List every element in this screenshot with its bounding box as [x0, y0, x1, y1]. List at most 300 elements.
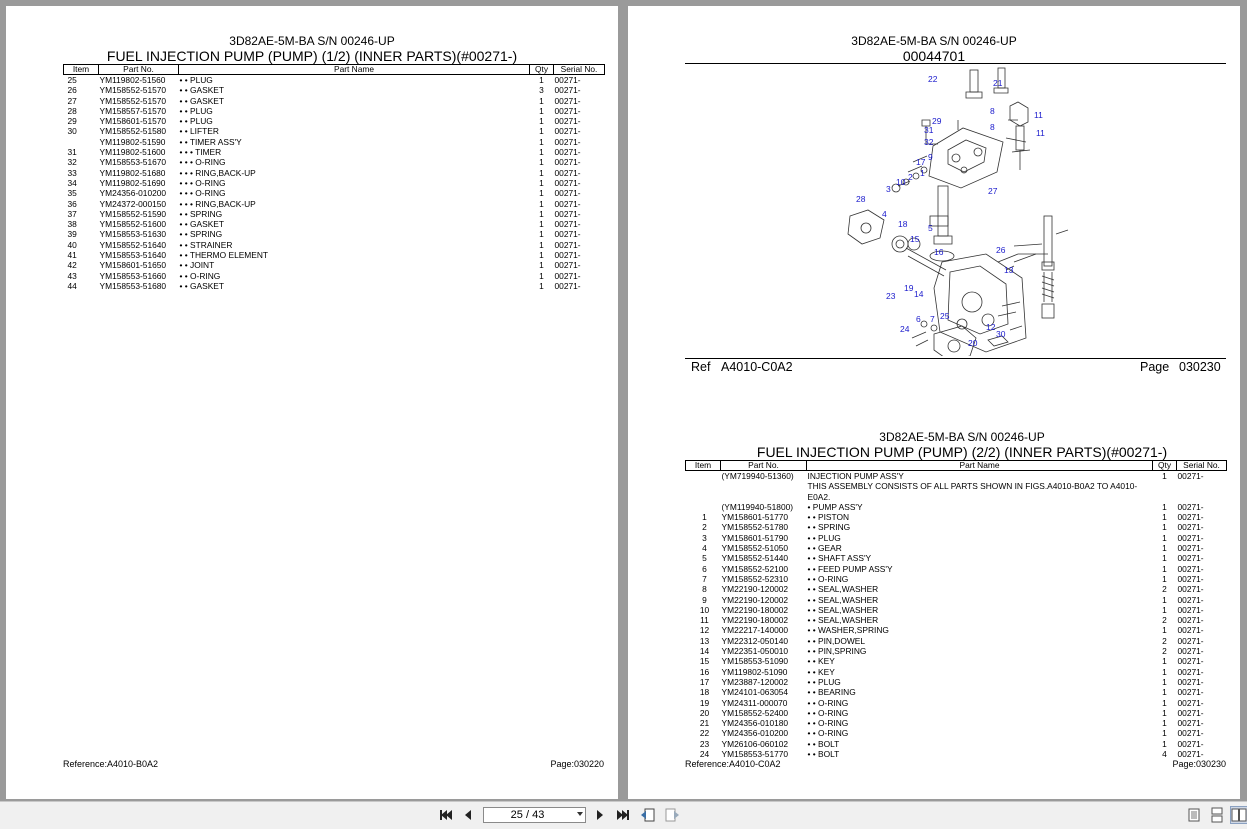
serial-number: 00271- [1177, 573, 1204, 584]
table-row [64, 188, 605, 198]
serial-number: 00271- [554, 75, 581, 85]
item-number: 12 [699, 625, 710, 636]
part-number: YM158553-51660 [99, 270, 167, 281]
serial-number: 00271- [554, 250, 581, 261]
continuous-view-icon[interactable] [1209, 807, 1225, 823]
serial-number: 00271- [554, 198, 581, 209]
serial-number: 00271- [1177, 543, 1204, 554]
quantity: 2 [1162, 635, 1167, 646]
table-row [64, 178, 605, 188]
part-name: • • BOLT [807, 749, 840, 760]
col-qty: Qty [1153, 461, 1177, 471]
table-row [686, 677, 1227, 687]
serial-number: 00271- [1177, 553, 1204, 564]
part-number: YM158552-52100 [721, 563, 789, 574]
part-number: YM158552-51590 [99, 208, 167, 219]
serial-number: 00271- [554, 188, 581, 199]
table-row [64, 219, 605, 229]
part-number: YM119802-51680 [99, 167, 166, 178]
table-row [64, 116, 605, 126]
part-number: YM158552-51440 [721, 553, 789, 564]
table-row [64, 126, 605, 136]
part-name: • • JOINT [179, 260, 215, 271]
serial-number: 00271- [1177, 697, 1204, 708]
next-page-icon[interactable] [592, 807, 608, 823]
serial-number: 00271- [1177, 676, 1204, 687]
divider [685, 358, 1226, 359]
table-row [64, 229, 605, 239]
part-number: YM158601-51650 [99, 260, 167, 271]
part-name: • • FEED PUMP ASS'Y [807, 563, 893, 574]
table-row [686, 543, 1227, 553]
serial-number: 00271- [554, 270, 581, 281]
page-title-2: FUEL INJECTION PUMP (PUMP) (2/2) (INNER PARTS)(#00271-) [756, 444, 1168, 460]
quantity: 1 [1162, 543, 1167, 554]
item-number: 6 [702, 563, 707, 574]
footer-page: Page:030230 [1172, 759, 1226, 769]
part-name: • • SPRING [179, 229, 223, 240]
footer-reference: Reference:A4010-B0A2 [63, 759, 159, 769]
item-number: 35 [67, 188, 77, 199]
part-name: • • O-RING [807, 718, 849, 729]
serial-number: 00271- [554, 229, 581, 240]
part-number: YM22190-120002 [721, 584, 789, 595]
part-name: • • STRAINER [179, 239, 233, 250]
part-number: YM24356-010180 [721, 718, 789, 729]
quantity: 2 [1162, 615, 1167, 626]
quantity: 1 [539, 126, 544, 137]
footer-reference: Reference:A4010-C0A2 [685, 759, 781, 769]
serial-number: 00271- [1177, 594, 1204, 605]
quantity: 1 [1162, 512, 1167, 523]
quantity: 1 [1162, 625, 1167, 636]
quantity: 1 [1162, 471, 1167, 481]
part-number: YM119802-51590 [99, 136, 166, 147]
table-row [686, 656, 1227, 666]
svg-text:1: 1 [920, 168, 925, 178]
table-row [686, 605, 1227, 615]
svg-text:20: 20 [968, 338, 978, 348]
exploded-parts-diagram [838, 66, 1088, 356]
item-number: 38 [67, 219, 77, 230]
serial-number: 00271- [1177, 718, 1204, 729]
svg-text:23: 23 [886, 291, 896, 301]
svg-text:27: 27 [988, 186, 998, 196]
quantity: 1 [539, 105, 544, 116]
serial-number: 00271- [1177, 584, 1204, 595]
quantity: 2 [1162, 584, 1167, 595]
item-number: 33 [67, 167, 77, 178]
item-number: 43 [67, 270, 77, 281]
two-page-view-icon[interactable] [1231, 807, 1247, 823]
quantity: 1 [539, 250, 544, 261]
item-number: 19 [699, 697, 710, 708]
part-number: YM158601-51770 [721, 512, 789, 523]
col-part-no: Part No. [721, 461, 807, 471]
table-row [64, 96, 605, 106]
table-row [64, 250, 605, 260]
part-name: • • PLUG [179, 75, 213, 85]
serial-number: 00271- [1177, 512, 1204, 523]
part-number: YM119802-51090 [721, 666, 788, 677]
item-number: 20 [699, 707, 710, 718]
svg-text:6: 6 [916, 314, 921, 324]
serial-number: 00271- [554, 136, 581, 147]
quantity: 1 [1162, 522, 1167, 533]
quantity: 1 [1162, 687, 1167, 698]
item-number [686, 502, 721, 512]
quantity: 1 [539, 239, 544, 250]
part-number: YM119802-51690 [99, 177, 166, 188]
svg-text:28: 28 [856, 194, 866, 204]
part-number: YM158552-52400 [721, 707, 789, 718]
table-row [686, 595, 1227, 605]
table-row [686, 646, 1227, 656]
quantity: 1 [539, 147, 544, 158]
part-number: YM22217-140000 [721, 625, 789, 636]
part-number: YM24372-000150 [99, 198, 167, 209]
part-number: YM158552-51570 [99, 85, 167, 96]
svg-text:32: 32 [924, 137, 934, 147]
item-number: 10 [699, 604, 710, 615]
serial-number: 00271- [554, 167, 581, 178]
serial-number: 00271- [554, 219, 581, 230]
quantity: 1 [1162, 728, 1167, 739]
quantity: 2 [1162, 646, 1167, 657]
part-number: YM24101-063054 [721, 687, 789, 698]
table-row [686, 708, 1227, 718]
part-name: • • LIFTER [179, 126, 219, 137]
page-indicator: 25 / 43 [510, 809, 545, 821]
svg-text:4: 4 [882, 209, 887, 219]
quantity: 1 [539, 136, 544, 147]
table-row [64, 137, 605, 147]
table-row [686, 636, 1227, 646]
part-number: YM158552-51570 [99, 95, 167, 106]
page-title: FUEL INJECTION PUMP (PUMP) (1/2) (INNER PARTS)(#00271-) [106, 48, 518, 64]
quantity: 1 [1162, 594, 1167, 605]
svg-text:31: 31 [924, 125, 934, 135]
right-page [628, 6, 1240, 799]
quantity: 1 [1162, 656, 1167, 667]
part-name: INJECTION PUMP ASS'Y [807, 471, 904, 481]
viewer-toolbar [0, 801, 1247, 829]
table-row [64, 271, 605, 281]
svg-text:12: 12 [986, 322, 996, 332]
part-number: YM158552-52310 [721, 573, 789, 584]
serial-number: 00271- [1177, 604, 1204, 615]
part-name: • • SEAL,WASHER [807, 615, 879, 626]
part-number: YM158557-51570 [99, 105, 167, 116]
diagram-number: 00044701 [902, 48, 966, 64]
item-number: 30 [67, 126, 77, 137]
item-number: 32 [67, 157, 77, 168]
col-part-name: Part Name [807, 461, 1153, 471]
table-row [64, 281, 605, 291]
item-number: 2 [702, 522, 707, 533]
col-serial: Serial No. [554, 65, 605, 75]
svg-text:14: 14 [914, 289, 924, 299]
part-number: YM158553-51090 [721, 656, 789, 667]
part-number: YM158553-51640 [99, 250, 167, 261]
svg-text:3: 3 [886, 184, 891, 194]
item-number: 41 [67, 250, 77, 261]
serial-number: 00271- [554, 260, 581, 271]
part-name: • • • O-RING [179, 157, 226, 168]
part-number: YM22351-050010 [721, 646, 789, 657]
item-number: 31 [67, 147, 77, 158]
svg-text:16: 16 [934, 247, 944, 257]
model-header: 3D82AE-5M-BA S/N 00246-UP [229, 34, 395, 48]
table-row [64, 168, 605, 178]
item-number: 13 [699, 635, 710, 646]
svg-text:21: 21 [993, 78, 1003, 88]
svg-text:26: 26 [996, 245, 1006, 255]
table-row [686, 667, 1227, 677]
quantity: 1 [1162, 697, 1167, 708]
svg-text:29: 29 [932, 116, 942, 126]
part-number: YM22190-180002 [721, 615, 789, 626]
quantity: 1 [1162, 532, 1167, 543]
part-number: YM158601-51570 [99, 116, 167, 127]
part-number: YM22312-050140 [721, 635, 789, 646]
quantity: 1 [539, 188, 544, 199]
part-name: • • • O-RING [179, 188, 226, 199]
quantity: 1 [1162, 573, 1167, 584]
part-number: YM24356-010200 [99, 188, 167, 199]
serial-number: 00271- [1177, 749, 1204, 760]
item-number [686, 481, 721, 502]
quantity: 1 [539, 198, 544, 209]
quantity: 1 [1162, 666, 1167, 677]
part-number: YM24311-000070 [721, 697, 788, 708]
serial-number: 00271- [1177, 707, 1204, 718]
serial-number: 00271- [1177, 646, 1204, 657]
model-header-2: 3D82AE-5M-BA S/N 00246-UP [879, 430, 1045, 444]
part-name: • • O-RING [807, 728, 849, 739]
part-name: • • PISTON [807, 512, 850, 523]
item-number: 8 [702, 584, 707, 595]
part-number: YM158553-51680 [99, 280, 167, 291]
part-name: • • PLUG [807, 532, 841, 543]
table-row [64, 209, 605, 219]
quantity: 1 [539, 208, 544, 219]
part-name: • • SEAL,WASHER [807, 584, 879, 595]
item-number: 16 [699, 666, 710, 677]
serial-number: 00271- [1177, 687, 1204, 698]
quantity: 1 [1162, 718, 1167, 729]
page-value: 030230 [1179, 360, 1221, 374]
serial-number: 00271- [1177, 738, 1204, 749]
serial-number: 00271- [554, 116, 581, 127]
svg-text:18: 18 [898, 219, 908, 229]
serial-number: 00271- [554, 280, 581, 291]
quantity: 1 [539, 167, 544, 178]
svg-text:25: 25 [940, 311, 950, 321]
item-number: 21 [699, 718, 710, 729]
part-number: YM22190-120002 [721, 594, 789, 605]
serial-number: 00271- [554, 177, 581, 188]
part-name: • • SHAFT ASS'Y [807, 553, 872, 564]
table-row [64, 85, 605, 95]
serial-number: 00271- [1177, 615, 1204, 626]
part-number: YM158601-51790 [721, 532, 789, 543]
table-row [64, 240, 605, 250]
part-name: • • • O-RING [179, 177, 226, 188]
part-number: YM158552-51600 [99, 219, 167, 230]
item-number: 3 [702, 532, 707, 543]
table-row [64, 260, 605, 270]
serial-number: 00271- [1177, 666, 1204, 677]
table-row [686, 471, 1227, 482]
table-row [686, 553, 1227, 563]
serial-number: 00271- [554, 85, 581, 96]
quantity: 1 [1162, 501, 1167, 512]
single-page-view-icon[interactable] [1186, 807, 1202, 823]
item-number: 44 [67, 280, 77, 291]
part-name: • • PIN,DOWEL [807, 635, 866, 646]
part-name: • • BOLT [807, 738, 840, 749]
quantity: 1 [1162, 676, 1167, 687]
serial-number: 00271- [554, 208, 581, 219]
go-back-icon[interactable] [640, 807, 656, 823]
table-row [686, 574, 1227, 584]
item-number: 36 [67, 198, 77, 209]
table-row [64, 199, 605, 209]
part-number: YM158553-51670 [99, 157, 167, 168]
part-number: YM23887-120002 [721, 676, 789, 687]
part-number: YM158553-51770 [721, 749, 789, 760]
serial-number: 00271- [554, 239, 581, 250]
col-qty: Qty [530, 65, 554, 75]
item-number: 28 [67, 105, 77, 116]
quantity: 1 [1162, 553, 1167, 564]
part-number: YM158553-51630 [99, 229, 167, 240]
quantity: 4 [1162, 749, 1167, 760]
svg-text:17: 17 [916, 157, 926, 167]
item-number: 42 [67, 260, 77, 271]
part-name: • • GASKET [179, 219, 224, 230]
first-page-icon[interactable] [438, 807, 454, 823]
svg-text:5: 5 [928, 223, 933, 233]
part-name: • • SEAL,WASHER [807, 594, 879, 605]
part-name: THIS ASSEMBLY CONSISTS OF ALL PARTS SHOWN IN FIGS.A4010-B0A2 TO A4010-E0A2. [807, 481, 1138, 502]
item-number: 27 [67, 95, 77, 106]
table-row [686, 718, 1227, 728]
table-row [64, 106, 605, 116]
part-name: • • SPRING [807, 522, 851, 533]
svg-text:24: 24 [900, 324, 910, 334]
item-number: 25 [67, 75, 77, 85]
serial-number: 00271- [554, 157, 581, 168]
serial-number: 00271- [554, 105, 581, 116]
svg-text:19: 19 [904, 283, 914, 293]
table-row [686, 728, 1227, 738]
part-number: YM158552-51050 [721, 543, 789, 554]
quantity: 1 [539, 229, 544, 240]
quantity: 3 [539, 85, 544, 96]
model-header: 3D82AE-5M-BA S/N 00246-UP [851, 34, 1017, 48]
col-item: Item [686, 461, 721, 471]
svg-text:22: 22 [928, 74, 938, 84]
serial-number: 00271- [1177, 635, 1204, 646]
quantity: 1 [1162, 604, 1167, 615]
table-row [686, 698, 1227, 708]
item-number: 23 [699, 738, 710, 749]
svg-text:7: 7 [930, 314, 935, 324]
table-row [686, 481, 1227, 502]
col-part-no: Part No. [99, 65, 179, 75]
svg-text:9: 9 [928, 152, 933, 162]
svg-text:2: 2 [908, 172, 913, 182]
item-number [64, 137, 99, 147]
part-number: YM24356-010200 [721, 728, 789, 739]
table-row [686, 584, 1227, 594]
item-number: 1 [702, 512, 707, 523]
ref-value: A4010-C0A2 [721, 360, 793, 374]
go-forward-icon[interactable] [664, 807, 680, 823]
item-number: 26 [67, 85, 77, 96]
page-number-selector[interactable] [483, 807, 586, 823]
serial-number: 00271- [1177, 656, 1204, 667]
part-number: (YM119940-51800) [721, 501, 794, 512]
divider [685, 63, 1226, 64]
table-row [686, 749, 1227, 759]
part-name: • • SEAL,WASHER [807, 604, 879, 615]
left-page [6, 6, 618, 799]
col-item: Item [64, 65, 99, 75]
quantity: 1 [539, 177, 544, 188]
table-row [686, 512, 1227, 522]
part-name: • • GEAR [807, 543, 842, 554]
part-name: • • PLUG [179, 116, 213, 127]
part-number: YM158552-51640 [99, 239, 167, 250]
item-number: 18 [699, 687, 710, 698]
part-name: • • GASKET [179, 280, 224, 291]
table-row [686, 522, 1227, 532]
part-number: YM158552-51780 [721, 522, 789, 533]
part-name: • • KEY [807, 656, 835, 667]
serial-number [1177, 481, 1227, 502]
table-row [64, 157, 605, 167]
part-name: • • GASKET [179, 95, 224, 106]
svg-text:13: 13 [1004, 265, 1014, 275]
table-row [686, 533, 1227, 543]
part-name: • • O-RING [807, 697, 849, 708]
prev-page-icon[interactable] [460, 807, 476, 823]
item-number: 5 [702, 553, 707, 564]
serial-number: 00271- [554, 95, 581, 106]
table-row [686, 502, 1227, 512]
table-row [686, 564, 1227, 574]
table-row [686, 625, 1227, 635]
part-number: YM119802-51600 [99, 147, 166, 158]
part-number: YM26106-060102 [721, 738, 789, 749]
item-number: 11 [700, 615, 709, 626]
col-part-name: Part Name [179, 65, 530, 75]
svg-text:11: 11 [1034, 110, 1043, 120]
last-page-icon[interactable] [615, 807, 631, 823]
table-row [686, 687, 1227, 697]
table-row [686, 615, 1227, 625]
part-number: YM158552-51580 [99, 126, 167, 137]
item-number: 24 [699, 749, 710, 760]
chevron-down-icon [577, 812, 583, 816]
table-row [64, 147, 605, 157]
item-number: 4 [702, 543, 707, 554]
part-name: • • O-RING [807, 707, 849, 718]
serial-number: 00271- [554, 126, 581, 137]
